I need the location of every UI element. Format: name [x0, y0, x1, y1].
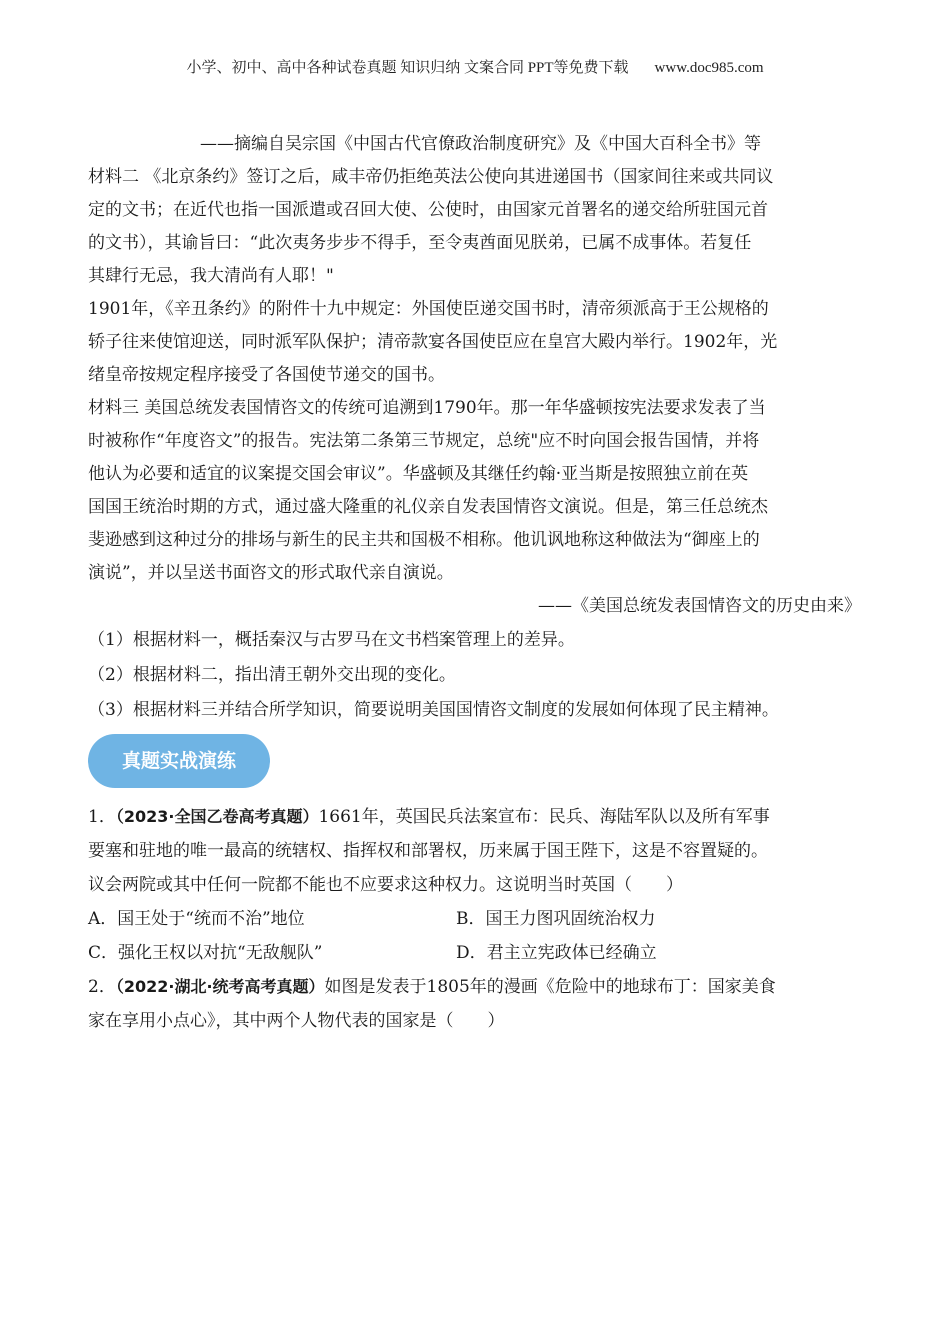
material-two-line: 其肆行无忌，我大清尚有人耶！" — [88, 266, 334, 286]
question-2: （2）根据材料二，指出清王朝外交出现的变化。 — [88, 665, 456, 685]
material-two-line: 的文书），其谕旨曰：“此次夷务步步不得手，至令夷酋面见朕弟，已属不成事体。若复任 — [88, 233, 752, 253]
header-text: 小学、初中、高中各种试卷真题 知识归纳 文案合同 PPT等免费下载 — [186, 60, 629, 76]
option-d[interactable]: D．君主立宪政体已经确立 — [456, 943, 657, 963]
exercise-1-stem-line: 议会两院或其中任何一院都不能也不应要求这种权力。这说明当时英国（ ） — [88, 875, 683, 895]
page-header — [0, 56, 950, 77]
option-b[interactable]: B．国王力图巩固统治权力 — [456, 909, 656, 929]
material-three-line: 材料三 美国总统发表国情咨文的传统可追溯到1790年。那一年华盛顿按宪法要求发表了当 — [88, 398, 766, 418]
exercise-1-number: 1． — [88, 807, 116, 827]
exercise-1-stem-line: 要塞和驻地的唯一最高的统辖权、指挥权和部署权，历来属于国王陛下，这是不容置疑的。 — [88, 841, 768, 861]
question-1: （1）根据材料一，概括秦汉与古罗马在文书档案管理上的差异。 — [88, 630, 575, 650]
material-two-line: 材料二 《北京条约》签订之后，咸丰帝仍拒绝英法公使向其进递国书（国家间往来或共同议 — [88, 167, 774, 187]
citation-material-one: ——摘编自吴宗国《中国古代官僚政治制度研究》及《中国大百科全书》等 — [200, 134, 761, 154]
question-3: （3）根据材料三并结合所学知识，简要说明美国国情咨文制度的发展如何体现了民主精神。 — [88, 700, 779, 720]
exercise-1-options-row — [88, 902, 861, 936]
exercise-2-stem: 如图是发表于1805年的漫画《危险中的地球布丁：国家美食 — [324, 977, 776, 997]
citation-material-three: ——《美国总统发表国情咨文的历史由来》 — [538, 596, 861, 616]
material-three-line: 斐逊感到这种过分的排场与新生的民主共和国极不相称。他讥讽地称这种做法为“御座上的 — [88, 530, 760, 550]
material-two-line: 定的文书；在近代也指一国派遣或召回大使、公使时，由国家元首署名的递交给所驻国元首 — [88, 200, 768, 220]
exercise-2-first-line — [88, 970, 861, 1004]
material-three-line: 演说”，并以呈送书面咨文的形式取代亲自演说。 — [88, 563, 454, 583]
exercise-1-options-row — [88, 936, 861, 970]
material-section — [88, 128, 861, 728]
material-two-line: 绪皇帝按规定程序接受了各国使节递交的国书。 — [88, 365, 445, 385]
exercise-2-source: （2022·湖北·统考高考真题） — [115, 977, 325, 996]
exercise-1-source: （2023·全国乙卷高考真题） — [115, 807, 319, 826]
exercise-1-first-line — [88, 800, 861, 834]
exercise-2-number: 2． — [88, 977, 116, 997]
material-two-line: 轿子往来使馆迎送，同时派军队保护；清帝款宴各国使臣应在皇宫大殿内举行。1902年，光 — [88, 332, 778, 352]
material-two-line: 1901年，《辛丑条约》的附件十九中规定：外国使臣递交国书时，清帝须派高于王公规格的 — [88, 299, 769, 319]
header-url[interactable]: www.doc985.com — [654, 60, 764, 76]
material-three-line: 国国王统治时期的方式，通过盛大隆重的礼仪亲自发表国情咨文演说。但是，第三任总统杰 — [88, 497, 768, 517]
exercise-section — [88, 800, 861, 1038]
option-c[interactable]: C．强化王权以对抗“无敌舰队” — [88, 943, 323, 963]
exercise-1-stem: 1661年，英国民兵法案宣布：民兵、海陆军队以及所有军事 — [318, 807, 770, 827]
material-three-line: 他认为必要和适宜的议案提交国会审议”。华盛顿及其继任约翰·亚当斯是按照独立前在英 — [88, 464, 749, 484]
exercise-2-stem-line: 家在享用小点心》，其中两个人物代表的国家是（ ） — [88, 1011, 505, 1031]
option-a[interactable]: A．国王处于“统而不治”地位 — [88, 909, 305, 929]
material-three-line: 时被称作“年度咨文”的报告。宪法第二条第三节规定，总统"应不时向国会报告国情，并将 — [88, 431, 760, 451]
section-badge: 真题实战演练 — [88, 734, 270, 788]
